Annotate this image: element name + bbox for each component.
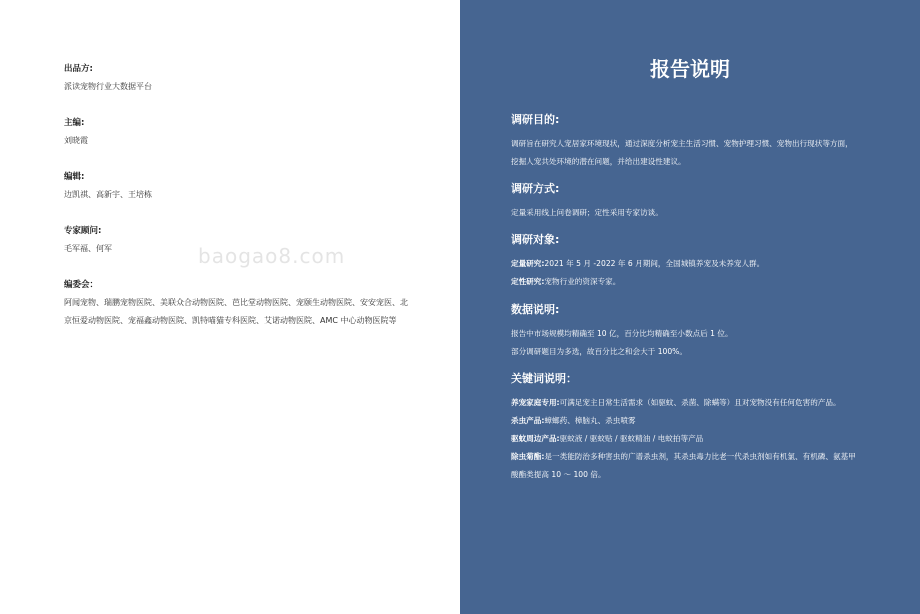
keyword-label: 除虫菊酯:: [511, 452, 545, 461]
section-keywords: [511, 372, 856, 484]
data-line-1: 报告中市场规模均精确至 10 亿，百分比均精确至小数点后 1 位。: [511, 329, 733, 338]
section-text: 调研旨在研究人宠居家环境现状，通过深度分析宠主生活习惯、宠物护理习惯、宠物出行现状等方面，挖掘人宠共处环境的潜在问题，并给出建设性建议。: [511, 139, 853, 166]
credit-editors: [64, 171, 409, 204]
page-title: 报告说明: [650, 57, 730, 81]
keyword-item: [511, 394, 856, 412]
credit-publisher: [64, 63, 409, 96]
target-quant: [511, 255, 856, 273]
credit-chief-editor: [64, 117, 409, 150]
credit-label: 编辑:: [64, 172, 85, 182]
section-heading: 关键词说明：: [511, 372, 577, 385]
keyword-item: [511, 412, 856, 430]
section-text: 定量采用线上问卷调研；定性采用专家访谈。: [511, 208, 663, 217]
section-target: [511, 233, 856, 291]
keyword-item: [511, 430, 856, 448]
section-heading: 调研目的:: [511, 113, 560, 126]
section-heading: 调研对象:: [511, 233, 560, 246]
keyword-text: 是一类能防治多种害虫的广谱杀虫剂，其杀虫毒力比老一代杀虫剂如有机氯、有机磷、氨基甲酸酯类提高 10 ～ 100 倍。: [511, 452, 856, 479]
section-data: [511, 303, 856, 361]
keyword-text: 驱蚊液 / 驱蚊贴 / 驱蚊精油 / 电蚊拍等产品: [559, 434, 704, 443]
credit-label: 专家顾问:: [64, 226, 102, 236]
section-method: [511, 182, 856, 222]
section-purpose: [511, 113, 856, 171]
keyword-text: 蟑螂药、樟脑丸、杀虫喷雾: [544, 416, 636, 425]
target-quant-text: 2021 年 5 月 -2022 年 6 月期间，全国城镇养宠及未养宠人群。: [544, 259, 765, 268]
keyword-label: 杀虫产品:: [511, 416, 545, 425]
credit-value: 派读宠物行业大数据平台: [64, 82, 152, 91]
watermark: baogao8.com: [198, 244, 346, 268]
keyword-label: 养宠家庭专用:: [511, 398, 560, 407]
report-notes-page: [460, 0, 920, 614]
target-qual-label: 定性研究:: [511, 277, 545, 286]
credit-value: 阿闻宠物、瑞鹏宠物医院、美联众合动物医院、芭比堂动物医院、宠颐生动物医院、安安宠医、北京恒爱动物医院、宠福鑫动物医院、凯特喵猫专科医院、艾诺动物医院、AMC 中心动物医院等: [64, 298, 408, 325]
keyword-label: 驱蚊周边产品:: [511, 434, 560, 443]
target-qual-text: 宠物行业的资深专家。: [544, 277, 621, 286]
keyword-text: 可满足宠主日常生活需求（如驱蚊、杀菌、除螨等）且对宠物没有任何危害的产品。: [559, 398, 841, 407]
credit-label: 编委会：: [64, 280, 99, 290]
section-heading: 数据说明:: [511, 303, 560, 316]
keyword-item: [511, 448, 856, 484]
credit-value: 刘晓霞: [64, 136, 88, 145]
data-line-2: 部分调研题目为多选，故百分比之和会大于 100%。: [511, 347, 687, 356]
credit-label: 出品方:: [64, 64, 93, 74]
credit-committee: [64, 279, 409, 330]
credit-value: 边凯祺、高新宇、王培栋: [64, 190, 152, 199]
section-heading: 调研方式:: [511, 182, 560, 195]
credit-label: 主编:: [64, 118, 85, 128]
target-quant-label: 定量研究:: [511, 259, 545, 268]
credit-value: 毛军福、何军: [64, 244, 112, 253]
target-qual: [511, 273, 856, 291]
